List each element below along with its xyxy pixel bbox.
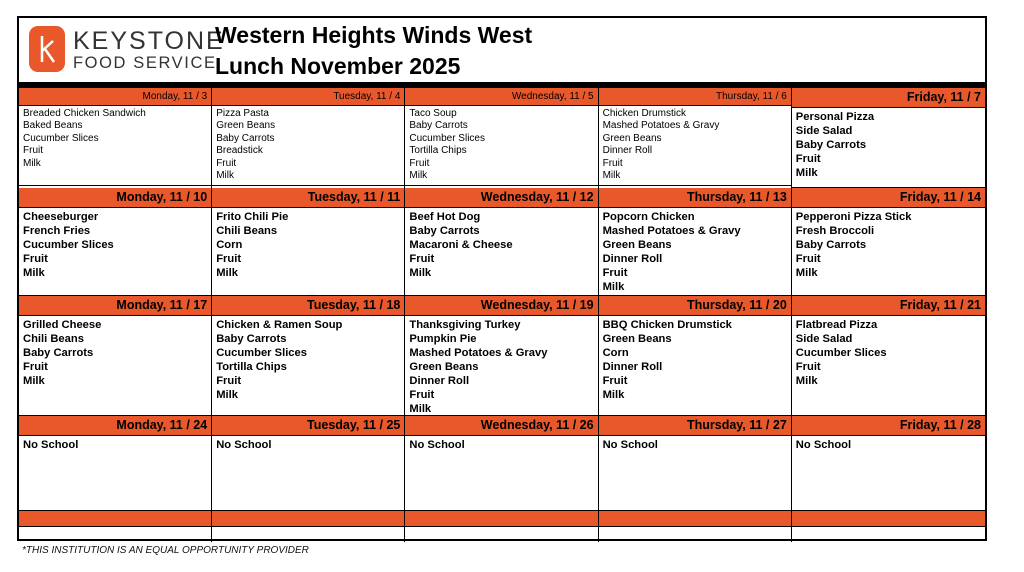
menu-item: Chicken Drumstick [602, 108, 686, 119]
menu-item: Milk [23, 157, 41, 169]
menu-item: Breadstick [216, 145, 263, 157]
blank-cell [599, 511, 792, 542]
menu-item: Fruit [409, 389, 435, 401]
menu-item: Fruit [409, 157, 430, 169]
menu-item: Mashed Potatoes & Gravy [602, 225, 741, 237]
menu-item: Corn [602, 347, 629, 359]
day-cell [212, 188, 405, 296]
menu-item: Cucumber Slices [795, 347, 887, 359]
menu-item: French Fries [23, 225, 91, 237]
menu-items [212, 208, 404, 296]
menu-item: Baby Carrots [23, 347, 94, 359]
menu-items [19, 316, 211, 416]
menu-item: No School [409, 439, 465, 451]
menu-item: Fruit [216, 157, 237, 169]
day-header: Wednesday, 11 / 5 [405, 88, 597, 106]
blank-body [212, 527, 404, 542]
menu-item: Chicken & Ramen Soup [216, 319, 343, 331]
menu-item: Milk [602, 170, 621, 182]
menu-item: Green Beans [602, 239, 672, 251]
menu-item: Baby Carrots [216, 333, 287, 345]
menu-item: Milk [23, 375, 45, 387]
blank-body [19, 527, 211, 542]
menu-item: Fresh Broccoli [795, 225, 875, 237]
menu-item: Milk [409, 170, 428, 182]
blank-header-bar [405, 511, 597, 527]
menu-items [19, 208, 211, 296]
page-title: Western Heights Winds West [215, 22, 533, 48]
menu-item: Beef Hot Dog [409, 211, 481, 223]
menu-item: Milk [602, 281, 625, 293]
menu-item: Milk [23, 267, 45, 279]
day-header: Friday, 11 / 21 [792, 296, 985, 316]
menu-item: No School [602, 439, 658, 451]
page-subtitle: Lunch November 2025 [215, 53, 461, 79]
menu-item: Mashed Potatoes & Gravy [409, 347, 548, 359]
menu-items [792, 436, 985, 511]
menu-item: Macaroni & Cheese [409, 239, 513, 251]
day-header: Friday, 11 / 14 [792, 188, 985, 208]
menu-item: Milk [795, 375, 818, 387]
menu-item: Tortilla Chips [409, 145, 467, 157]
menu-item: Fruit [602, 157, 623, 169]
menu-item: Taco Soup [409, 108, 457, 119]
menu-item: Dinner Roll [602, 145, 653, 157]
menu-items [405, 208, 597, 296]
menu-item: Mashed Potatoes & Gravy [602, 120, 720, 132]
menu-item: Thanksgiving Turkey [409, 319, 521, 331]
blank-cell [212, 511, 405, 542]
menu-item: Popcorn Chicken [602, 211, 695, 223]
day-header: Thursday, 11 / 6 [599, 88, 791, 106]
day-cell [792, 188, 985, 296]
menu-item: Fruit [602, 375, 628, 387]
menu-items [599, 208, 791, 296]
menu-item: Dinner Roll [409, 375, 470, 387]
menu-item: Baked Beans [23, 120, 83, 132]
keystone-k-logo-icon [29, 26, 65, 72]
menu-item: Fruit [216, 375, 242, 387]
day-cell [792, 416, 985, 511]
day-cell [212, 88, 405, 188]
menu-items [405, 106, 597, 186]
menu-item: BBQ Chicken Drumstick [602, 319, 732, 331]
menu-item: Milk [216, 389, 238, 401]
menu-item: Pizza Pasta [216, 108, 269, 119]
day-cell [599, 416, 792, 511]
menu-item: Personal Pizza [795, 111, 875, 123]
menu-items [405, 436, 597, 511]
menu-item: Baby Carrots [795, 139, 867, 151]
menu-items [792, 208, 985, 296]
menu-item: Pumpkin Pie [409, 333, 477, 345]
menu-item: Tortilla Chips [216, 361, 287, 373]
day-cell [19, 188, 212, 296]
menu-item: Cucumber Slices [216, 347, 307, 359]
menu-item: Flatbread Pizza [795, 319, 878, 331]
menu-item: Green Beans [216, 120, 276, 132]
menu-items [19, 436, 211, 511]
day-cell [212, 416, 405, 511]
menu-item: Pepperoni Pizza Stick [795, 211, 912, 223]
day-cell [405, 188, 598, 296]
day-cell [599, 188, 792, 296]
day-cell [212, 296, 405, 416]
day-header: Thursday, 11 / 13 [599, 188, 791, 208]
menu-item: Green Beans [602, 132, 662, 144]
menu-item: Dinner Roll [602, 253, 663, 265]
menu-item: Milk [216, 170, 234, 182]
blank-header-bar [792, 511, 985, 527]
day-cell [405, 88, 598, 188]
menu-items [792, 316, 985, 416]
brand-line1: KEYSTONE [73, 27, 225, 55]
day-header: Thursday, 11 / 27 [599, 416, 791, 436]
menu-item: Fruit [795, 253, 821, 265]
menu-items [212, 436, 404, 511]
day-header: Tuesday, 11 / 11 [212, 188, 404, 208]
day-cell [19, 296, 212, 416]
menu-item: Fruit [409, 253, 435, 265]
menu-item: Fruit [23, 145, 43, 157]
menu-items [405, 316, 597, 416]
menu-item: Baby Carrots [409, 225, 480, 237]
menu-item: Chili Beans [216, 225, 278, 237]
blank-body [405, 527, 597, 542]
blank-header-bar [212, 511, 404, 527]
menu-item: Side Salad [795, 333, 853, 345]
day-header: Monday, 11 / 17 [19, 296, 211, 316]
day-cell [599, 88, 792, 188]
menu-items [599, 316, 791, 416]
day-cell [792, 296, 985, 416]
menu-item: Cheeseburger [23, 211, 99, 223]
menu-item: Fruit [23, 253, 48, 265]
menu-item: Corn [216, 239, 243, 251]
day-cell [19, 416, 212, 511]
day-header: Friday, 11 / 28 [792, 416, 985, 436]
day-cell [19, 88, 212, 188]
blank-cell [405, 511, 598, 542]
menu-item: Cucumber Slices [23, 239, 114, 251]
day-cell [599, 296, 792, 416]
menu-items [19, 106, 211, 186]
day-header: Friday, 11 / 7 [792, 88, 985, 108]
day-header: Wednesday, 11 / 19 [405, 296, 597, 316]
menu-item: Breaded Chicken Sandwich [23, 108, 146, 119]
day-header: Monday, 11 / 10 [19, 188, 211, 208]
day-header: Thursday, 11 / 20 [599, 296, 791, 316]
footnote: *THIS INSTITUTION IS AN EQUAL OPPORTUNITY PROVIDER [22, 545, 309, 556]
menu-item: Milk [795, 267, 818, 279]
menu-item: Milk [795, 167, 818, 179]
menu-items [599, 436, 791, 511]
header [19, 18, 985, 82]
menu-item: Baby Carrots [795, 239, 867, 251]
menu-items [212, 316, 404, 416]
blank-header-bar [599, 511, 791, 527]
menu-item: Fruit [23, 361, 48, 373]
menu-item: Cucumber Slices [23, 132, 99, 144]
day-header: Tuesday, 11 / 4 [212, 88, 404, 106]
menu-item: Milk [409, 403, 432, 415]
brand-line2: FOOD SERVICE [73, 54, 217, 72]
blank-body [792, 527, 985, 542]
blank-cell [792, 511, 985, 542]
blank-body [599, 527, 791, 542]
day-header: Wednesday, 11 / 12 [405, 188, 597, 208]
menu-grid [19, 88, 985, 542]
menu-item: Baby Carrots [409, 120, 468, 132]
day-cell [405, 296, 598, 416]
blank-header-bar [19, 511, 211, 527]
menu-item: Baby Carrots [216, 132, 275, 144]
blank-cell [19, 511, 212, 542]
menu-item: Fruit [216, 253, 242, 265]
menu-item: Grilled Cheese [23, 319, 102, 331]
menu-sheet [17, 16, 987, 541]
menu-items [792, 108, 985, 188]
day-header: Wednesday, 11 / 26 [405, 416, 597, 436]
day-header: Tuesday, 11 / 18 [212, 296, 404, 316]
menu-items [212, 106, 404, 186]
menu-item: Milk [216, 267, 238, 279]
menu-item: Fruit [795, 361, 821, 373]
menu-item: Fruit [795, 153, 821, 165]
menu-item: Chili Beans [23, 333, 84, 345]
menu-item: Dinner Roll [602, 361, 663, 373]
menu-item: Cucumber Slices [409, 132, 485, 144]
menu-items [599, 106, 791, 186]
menu-item: Frito Chili Pie [216, 211, 289, 223]
menu-item: Fruit [602, 267, 628, 279]
day-header: Monday, 11 / 24 [19, 416, 211, 436]
menu-item: No School [23, 439, 79, 451]
menu-item: Green Beans [602, 333, 672, 345]
menu-item: No School [216, 439, 272, 451]
menu-item: No School [795, 439, 852, 451]
day-header: Monday, 11 / 3 [19, 88, 211, 106]
day-cell [792, 88, 985, 188]
menu-item: Milk [409, 267, 432, 279]
day-cell [405, 416, 598, 511]
menu-item: Milk [602, 389, 625, 401]
day-header: Tuesday, 11 / 25 [212, 416, 404, 436]
menu-item: Side Salad [795, 125, 853, 137]
menu-item: Green Beans [409, 361, 479, 373]
